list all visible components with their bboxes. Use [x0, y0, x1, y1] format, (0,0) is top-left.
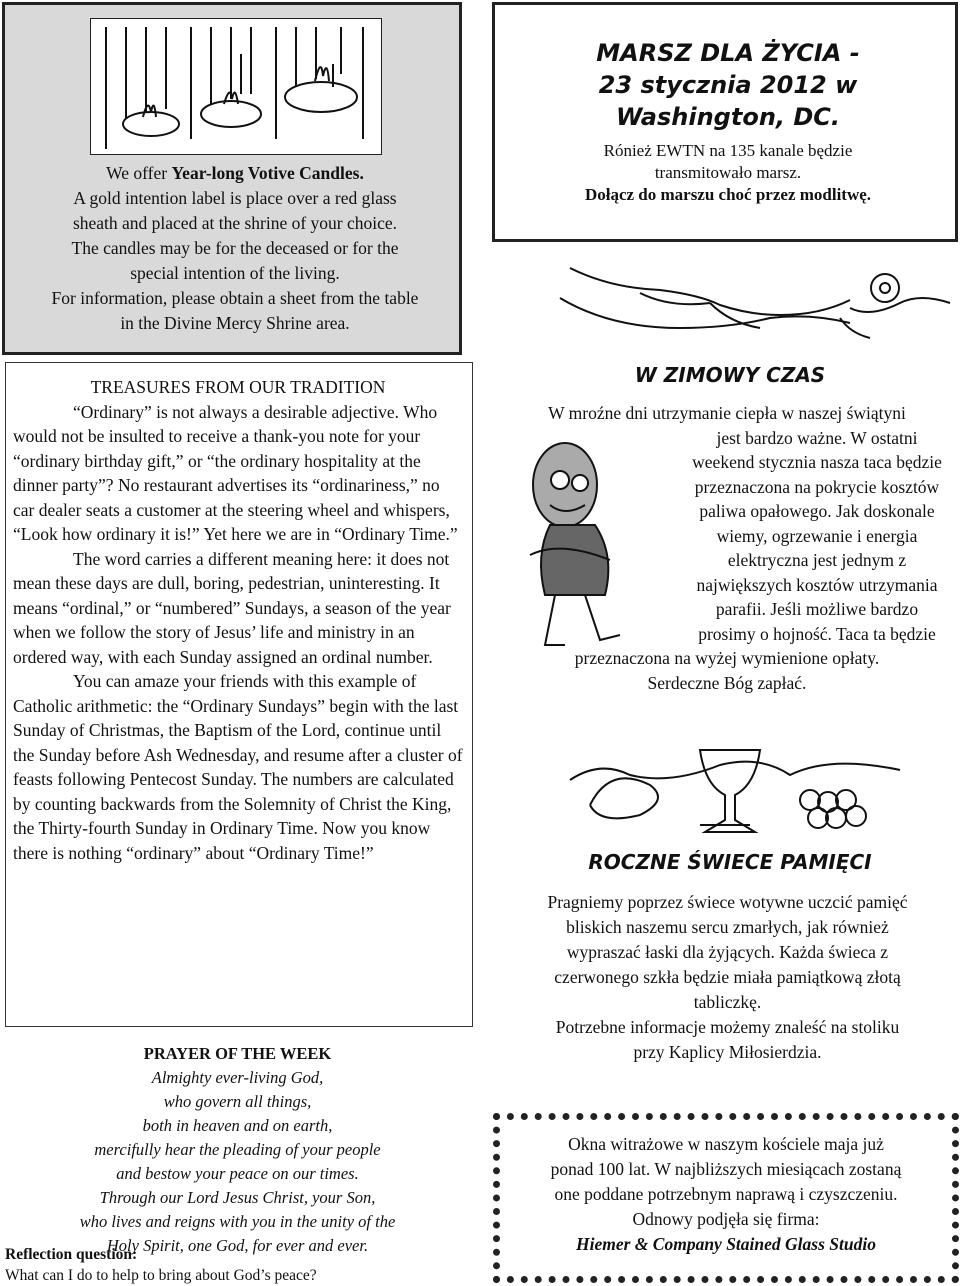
- winter-line: przeznaczona na pokrycie kosztów: [694, 476, 940, 497]
- candles-line: Pragniemy poprzez świece wotywne uczcić pamięć: [547, 892, 908, 912]
- march-body: [495, 140, 960, 206]
- treasures-title: TREASURES FROM OUR TRADITION: [90, 377, 386, 397]
- candles-line: przy Kaplicy Miłosierdzia.: [633, 1042, 822, 1062]
- candles-line: czerwonego szkła będzie miała pamiątkową złotą: [554, 967, 901, 987]
- winter-line: przeznaczona na wyżej wymienione opłaty.: [574, 648, 880, 668]
- votive-description: [5, 161, 465, 336]
- march-title-line: Washington, DC.: [615, 103, 841, 131]
- winter-line: weekend stycznia nasza taca będzie: [692, 452, 942, 472]
- bread-chalice-grapes-illustration: [560, 730, 910, 845]
- treasures-paragraph: You can amaze your friends with this example of Catholic arithmetic: the “Ordinary Sundays” begin with the last Sunday of Christmas, the Baptism of the Lord, continue until the Sunday before Ash Wednesday, and resume after a cluster of feasts following Pentecost Sunday. The numbers are calculated by counting backwards from the Solemnity of Christ the King, the Thirty-fourth Sunday in Ordinary Time. Now you know there is nothing “ordinary” about “Ordinary Time!”: [13, 671, 463, 863]
- prayer-title: PRAYER OF THE WEEK: [143, 1044, 332, 1063]
- march-body-line: Rónież EWTN na 135 kanale będzie: [603, 141, 853, 160]
- windows-line: ponad 100 lat. W najbliższych miesiącach zostaną: [550, 1159, 902, 1179]
- votive-intro: We offer: [106, 163, 172, 183]
- reflection-question: [5, 1244, 475, 1286]
- winter-line: największych kosztów utrzymania: [696, 574, 938, 595]
- march-title-line: MARSZ DLA ŻYCIA -: [596, 39, 860, 67]
- prayer-line: mercifully hear the pleading of your people: [94, 1140, 381, 1159]
- march-body-line: transmitowało marsz.: [654, 163, 802, 182]
- winter-line: prosimy o hojność. Taca ta będzie: [698, 623, 936, 644]
- winter-line: Serdeczne Bóg zapłać.: [647, 672, 807, 693]
- candles-line: wypraszać łaski dla żyjących. Każda świeca z: [566, 942, 889, 962]
- prayer-line: Almighty ever-living God,: [151, 1068, 324, 1087]
- prayer-line: both in heaven and on earth,: [142, 1116, 333, 1135]
- reflection-text: What can I do to help to bring about God’s peace?: [5, 1267, 317, 1284]
- winter-line: parafii. Jeśli możliwe bardzo: [715, 599, 919, 619]
- winter-title: W ZIMOWY CZAS: [634, 363, 826, 387]
- votive-line: A gold intention label is place over a red glass: [73, 188, 397, 208]
- praying-hands-illustration: [540, 258, 960, 353]
- prayer-line: Holy Spirit, one God, for ever and ever.: [106, 1236, 369, 1255]
- votive-line: The candles may be for the deceased or for the: [71, 238, 399, 258]
- prayer-line: Through our Lord Jesus Christ, your Son,: [99, 1188, 376, 1207]
- winter-line: wiemy, ogrzewanie i energia: [716, 525, 918, 546]
- winter-line: elektryczna jest jednym z: [727, 550, 907, 570]
- treasures-paragraph: “Ordinary” is not always a desirable adjective. Who would not be insulted to receive a thank-you note for your “ordinary birthday gift,” or “the ordinary hospitality at the dinner party”? No restaurant advertises its “ordinariness,” no car dealer seats a customer at the steering wheel and whispers, “Look how ordinary it is!” Yet here we are in “Ordinary Time.”: [13, 401, 458, 544]
- march-bold-line: Dołącz do marszu choć przez modlitwę.: [584, 185, 872, 204]
- winter-line: W mroźne dni utrzymanie ciepła w naszej świątyni: [548, 403, 906, 423]
- treasures-content: [13, 375, 463, 865]
- memorial-candles-title: ROCZNE ŚWIECE PAMIĘCI: [588, 850, 872, 874]
- winter-line: jest bardzo ważne. W ostatni: [716, 427, 918, 448]
- treasures-from-tradition-box: [5, 362, 473, 1027]
- stained-glass-body: [500, 1132, 952, 1257]
- prayer-line: who govern all things,: [163, 1092, 312, 1111]
- windows-line: Okna witrażowe w naszym kościele maja już: [568, 1134, 884, 1154]
- prayer-line: and bestow your peace on our times.: [116, 1164, 359, 1183]
- windows-line: one poddane potrzebnym naprawą i czyszczeniu.: [554, 1184, 898, 1204]
- winter-line: paliwa opałowego. Jak doskonale: [699, 501, 935, 521]
- votive-intro-bold: Year-long Votive Candles.: [171, 163, 364, 183]
- candles-illustration: [90, 18, 382, 155]
- march-title-line: 23 stycznia 2012 w: [598, 71, 858, 99]
- studio-name: Hiemer & Company Stained Glass Studio: [576, 1234, 876, 1254]
- votive-line: special intention of the living.: [130, 263, 340, 283]
- march-title: [495, 37, 960, 133]
- reflection-label: Reflection question:: [5, 1246, 138, 1263]
- votive-line: For information, please obtain a sheet from the table: [51, 288, 419, 308]
- memorial-candles-body: [495, 890, 960, 1065]
- treasures-paragraph: The word carries a different meaning here: it does not mean these days are dull, boring, pedestrian, uninteresting. It means “ordinal,” or “numbered” Sundays, a season of the year when we follow the story of Jesus’ life and ministry in an ordered way, with each Sunday assigned an ordinal number.: [13, 548, 451, 667]
- votive-candles-box: [2, 2, 462, 355]
- prayer-line: who lives and reigns with you in the unity of the: [79, 1212, 396, 1231]
- candles-line: bliskich naszemu sercu zmarłych, jak również: [566, 917, 889, 937]
- windows-line: Odnowy podjęła się firma:: [632, 1209, 820, 1229]
- cold-man-illustration: [510, 425, 660, 655]
- candles-line: Potrzebne informacje możemy znaleść na stoliku: [555, 1017, 900, 1037]
- votive-line: sheath and placed at the shrine of your choice.: [72, 213, 398, 233]
- prayer-of-the-week: [0, 1042, 475, 1258]
- march-for-life-box: [492, 2, 958, 242]
- votive-line: in the Divine Mercy Shrine area.: [120, 313, 350, 333]
- stained-glass-box: [493, 1113, 959, 1283]
- candles-line: tabliczkę.: [693, 992, 762, 1012]
